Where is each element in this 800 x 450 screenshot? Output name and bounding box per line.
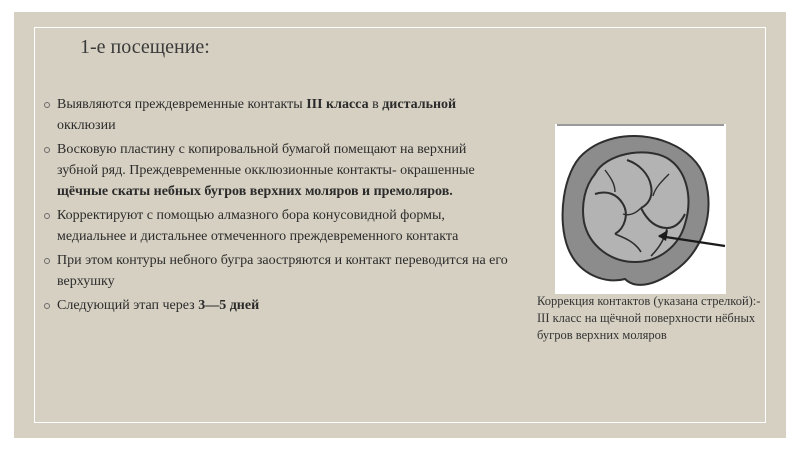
bullet-item: При этом контуры небного бугра заостряются и контакт переводится на его верхушку: [44, 250, 509, 292]
bullet-item: Восковую пластину с копировальной бумагой помещают на верхний зубной ряд. Преждевременные окклюзионные контакты- окрашенные щёчные скаты небных бугров верхних моляров и премоляров.: [44, 139, 509, 202]
bullet-item: Корректируют с помощью алмазного бора конусовидной формы, медиальнее и дистальнее отмеченного преждевременного контакта: [44, 205, 509, 247]
slide: [14, 12, 786, 438]
tooth-occlusal-drawing: [555, 124, 726, 294]
figure-caption: Коррекция контактов (указана стрелкой):- III класс на щёчной поверхности нёбных бугров верхних моляров: [537, 294, 761, 342]
slide-title: 1-е посещение:: [80, 36, 210, 58]
bullet-item: Следующий этап через 3—5 дней: [44, 295, 509, 316]
tooth-illustration: [555, 124, 726, 294]
bullet-item: Выявляются преждевременные контакты III класса в дистальной окклюзии: [44, 94, 509, 136]
bullet-list: [44, 94, 509, 319]
